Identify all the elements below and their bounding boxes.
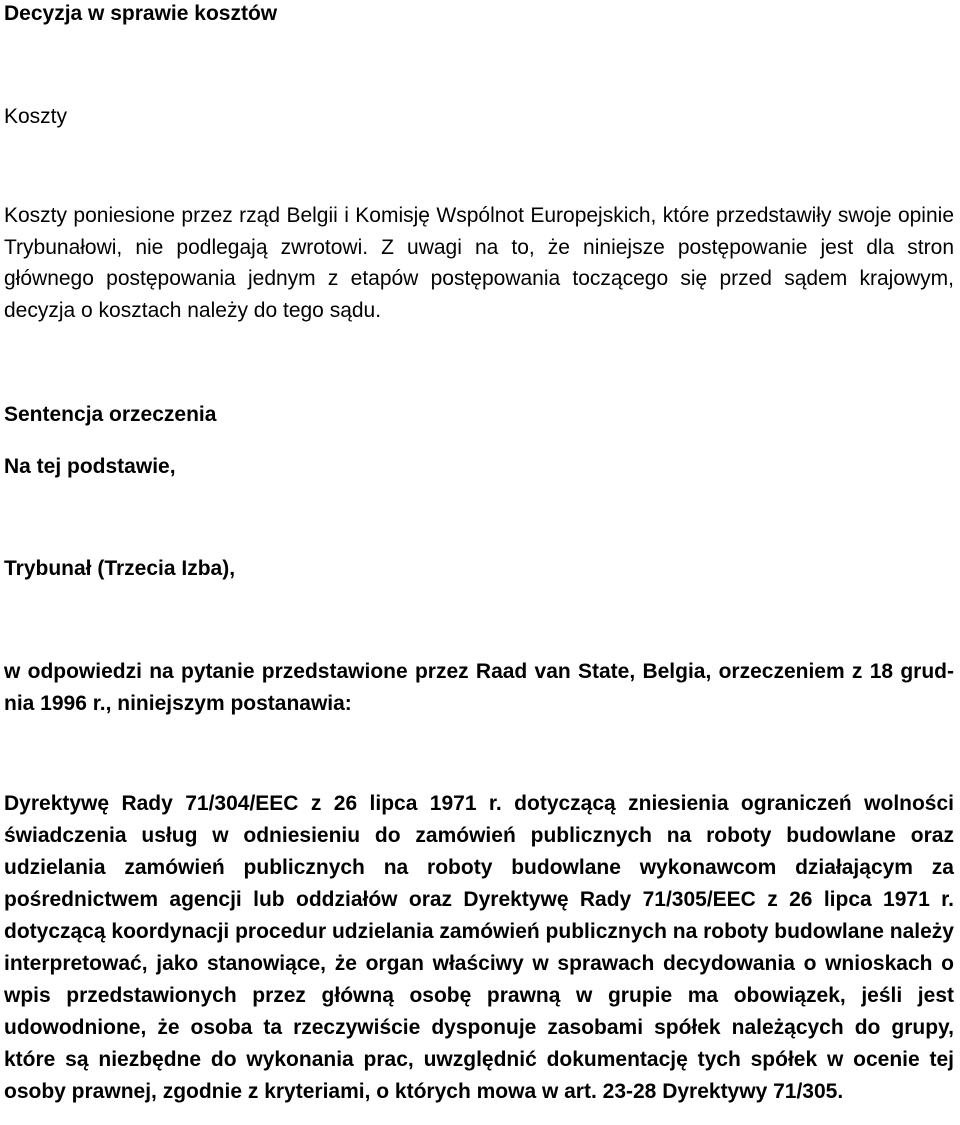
costs-paragraph: Koszty poniesione przez rząd Belgii i Komisję Wspólnot Europejskich, które przedstawiły swoje opinie Trybunałowi, nie podlegają zwrotowi. Z uwagi na to, że niniejsze postępowanie jest dla stron głównego postępowania jednym z etapów postępowania toczącego się przed sądem krajowym, decyzja o kosztach należy do tego sądu. [4, 204, 954, 322]
on-those-grounds-text: Na tej podstawie, [4, 455, 176, 478]
operative-part-heading: Sentencja orzeczenia [4, 403, 217, 426]
document-heading: Decyzja w sprawie kosztów [4, 2, 278, 25]
court-chamber-text: Trybunał (Trzecia Izba), [4, 557, 236, 580]
ruling-paragraph: Dyrektywę Rady 71/304/EEC z 26 lipca 1971 r. dotyczącą zniesienia ograniczeń wolności świadczenia usług w odniesieniu do zamówień publicznych na roboty budowlane oraz udzielania zamówień publicznych na roboty budowlane wykonawcom działającym za pośrednictwem agencji lub oddziałów oraz Dyrektywę Rady 71/305/EEC z 26 lipca 1971 r. dotyczącą koordynacji procedur udzielania zamówień publicznych na roboty budowlane należy interpretować, jako stanowiące, że organ właściwy w sprawach decydowania o wnioskach o wpis przedstawionych przez główną osobę prawną w grupie ma obowiązek, jeśli jest udowodnione, że osoba ta rzeczywiście dysponuje zasobami spółek należących do grupy, które są niezbędne do wykonania prac, uwzględnić dokumentację tych spółek w ocenie tej osoby prawnej, zgodnie z kryteriami, o których mowa w art. 23-28 Dyrektywy 71/305. [4, 792, 954, 1103]
reference-answer-paragraph: w odpowiedzi na pytanie przedstawione przez Raad van State, Belgia, orzeczeniem z 18 grud-nia 1996 r., niniejszym postanawia: [4, 660, 954, 715]
costs-heading: Koszty [4, 105, 68, 128]
